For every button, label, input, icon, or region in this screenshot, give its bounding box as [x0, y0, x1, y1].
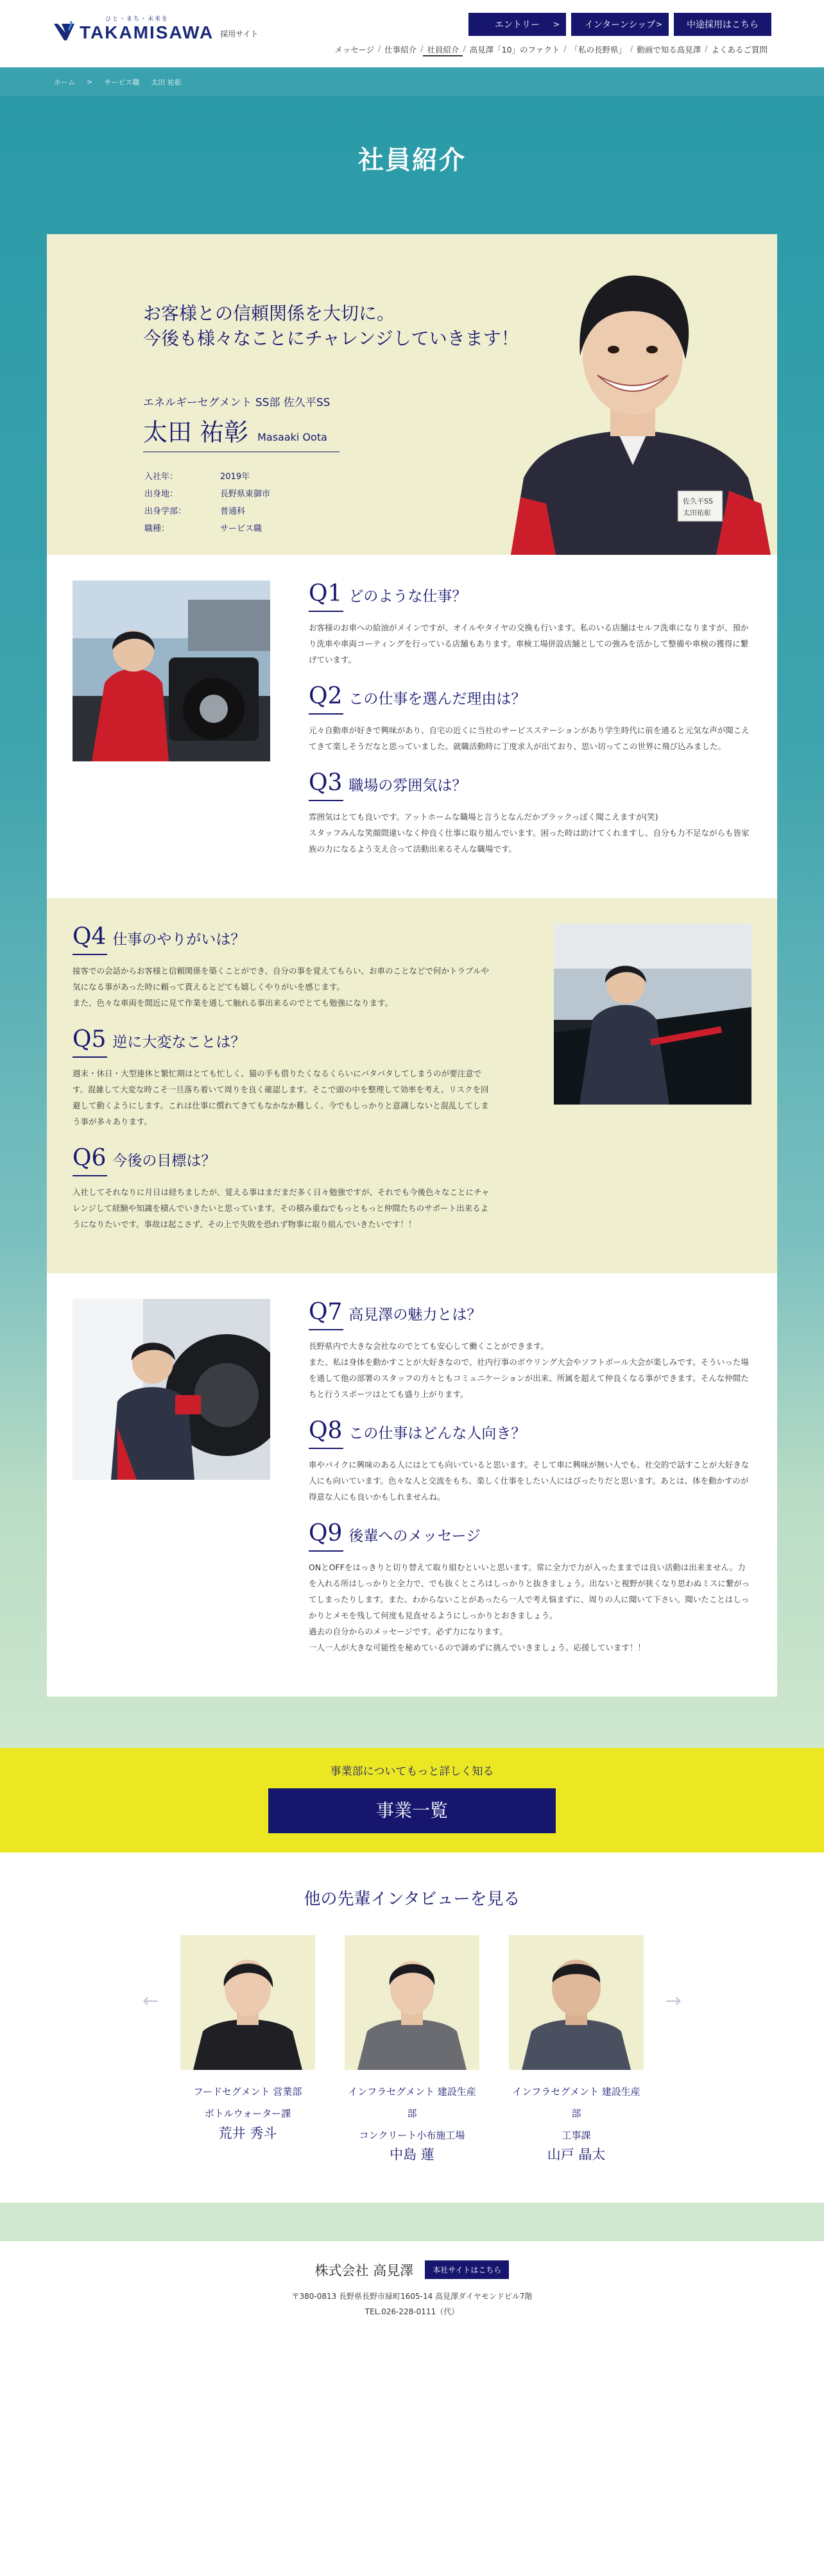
footer-tel: TEL.026-228-0111（代）	[365, 2307, 459, 2316]
answer-text: 元々自動車が好きで興味があり、自宅の近くに当社のサービスステーションがあり学生時代に前を通ると元気な声が聞こえてきて楽しそうだなと思っていました。就職活動時に丁度求人が出ており、思い切ってこの世界に飛び込みました。	[309, 725, 750, 751]
card-section: コンクリート小布施工場	[359, 2129, 465, 2141]
breadcrumb: ホーム > サービス職 太田 祐彰	[0, 67, 824, 96]
question-title: どのような仕事？	[348, 588, 467, 605]
card-photo	[345, 1935, 479, 2070]
logo-mark-icon	[53, 21, 76, 42]
qa-item	[309, 1520, 751, 1656]
footer-band	[0, 2203, 824, 2241]
question-number: Q9	[309, 1520, 343, 1546]
question-number: Q3	[309, 770, 343, 796]
breadcrumb-home[interactable]: ホーム	[54, 78, 75, 87]
qa-item	[73, 924, 492, 1011]
logo-tagline: ひと・まち・未来を	[105, 16, 169, 22]
site-header	[0, 0, 824, 67]
card-name: 山戸 晶太	[547, 2147, 606, 2163]
logo-name: TAKAMISAWA	[80, 22, 214, 42]
profile-row: 出身地： 長野県東御市	[144, 489, 271, 499]
qa-item	[309, 1418, 751, 1505]
nav-item-nagano[interactable]: 「私の長野県」	[570, 45, 627, 55]
work-photo-2	[554, 924, 751, 1105]
interview-panel	[47, 234, 777, 1697]
interview-card[interactable]	[509, 1935, 644, 2164]
interview-card[interactable]	[345, 1935, 479, 2164]
card-name: 中島 蓮	[390, 2147, 434, 2163]
site-logo[interactable]	[53, 14, 258, 42]
logo-sub: 採用サイト	[220, 30, 259, 38]
footer-address: 〒380-0813 長野県長野市緑町1605-14 高見澤ダイヤモンドビル7階	[291, 2291, 533, 2301]
question-number: Q1	[309, 580, 343, 607]
qa-item	[309, 1299, 751, 1402]
profile-row: 入社年： 2019年	[144, 472, 250, 482]
nav-item-jobs[interactable]: 仕事紹介	[384, 45, 417, 55]
answer-text: 雰囲気はとても良いです。アットホームな職場と言うとなんだかブラックっぽく聞こえますが(笑) スタッフみんな笑顔間違いなく仲良く仕事に取り組んでいます。困った時は助けてくれますし、自分も力不足ながらも皆家族の力になるよう支え合って活動出来るそんな職場です。	[309, 812, 750, 854]
question-title: 今後の目標は？	[112, 1153, 216, 1169]
answer-text: 長野県内で大きな会社なのでとても安心して働くことができます。 また、私は身体を動かすことが大好きなので、社内行事のボウリング大会やソフトボール大会が楽しみです。そういった場を通して他の部署のスタッフの方々ともコミュニケーションが出来、所属を超えて仲良くなる事ができます。そんな仲間たちと行うスポーツはとても盛り上がります。	[309, 1341, 749, 1399]
question-number: Q2	[309, 683, 343, 709]
profile-section	[47, 234, 777, 555]
breadcrumb-category[interactable]: サービス職	[104, 78, 140, 87]
profile-name: 太田 祐彰 Masaaki Oota	[143, 412, 339, 452]
chevron-right-icon: >	[553, 20, 560, 29]
interview-card[interactable]	[180, 1935, 315, 2142]
name-badge-text: 佐久平SS	[683, 497, 713, 505]
question-title: この仕事を選んだ理由は？	[348, 691, 526, 708]
internship-button[interactable]: インターンシップ >	[571, 13, 669, 36]
entry-button[interactable]: エントリー >	[468, 13, 566, 36]
card-photo	[509, 1935, 644, 2070]
question-title: 高見澤の魅力とは？	[348, 1307, 482, 1323]
answer-text: お客様のお車への給油がメインですが、オイルやタイヤの交換も行います。私のいる店舗はセルフ洗車になりますが、預かり洗車や車両コーティングを行っている店舗もあります。車検工場併設店舗としての強みを活かして整備や車検の獲得に繋げています。	[309, 623, 749, 665]
question-title: 逆に大変なことは？	[112, 1034, 246, 1051]
card-name: 荒井 秀斗	[218, 2125, 277, 2141]
qa-section-2	[47, 898, 777, 1273]
profile-table	[143, 466, 271, 537]
question-number: Q7	[309, 1299, 343, 1325]
profile-row: 職種： サービス職	[144, 524, 262, 534]
chevron-right-icon: >	[655, 20, 662, 29]
profile-dept: エネルギーセグメント SS部 佐久平SS	[143, 396, 330, 409]
section-title: 他の先輩インタビューを見る	[304, 1890, 520, 1909]
qa-item	[73, 1026, 492, 1130]
page-title: 社員紹介	[358, 146, 466, 175]
global-nav: メッセージ / 仕事紹介 / 社員紹介 / 高見澤「10」のファクト / 「私の長野県」 / 動画で知る高見澤 / よくあるご質問	[330, 44, 771, 56]
nav-item-staff[interactable]: 社員紹介	[423, 44, 463, 56]
question-number: Q6	[73, 1145, 107, 1171]
qa-item	[309, 770, 751, 857]
footer-company: 株式会社 高見澤	[314, 2262, 414, 2278]
interview-carousel	[0, 1935, 824, 2164]
question-number: Q4	[73, 924, 107, 950]
question-number: Q5	[73, 1026, 107, 1053]
profile-headline: お客様との信頼関係を大切に。 今後も様々なことにチャレンジしていきます！	[143, 303, 519, 350]
portrait-photo	[485, 247, 777, 555]
other-interviews	[0, 1852, 824, 2203]
profile-name-en: Masaaki Oota	[257, 431, 327, 443]
nav-item-facts[interactable]: 高見澤「10」のファクト	[469, 45, 560, 55]
carousel-next-icon[interactable]: →	[665, 1990, 682, 2012]
answer-text: 接客での会話からお客様と信頼関係を築くことができ、自分の事を覚えてもらい、お車のことなどで何かトラブルや気になる事があった時に頼って貰えるとどても嬉しくやりがいを感じます。 また、色々な車両を間近に見て作業を通して触れる事出来るのでとても勉強になります。	[73, 966, 490, 1008]
answer-text: ONとOFFをはっきりと切り替えて取り組むといいと思います。常に全力で力が入ったままでは良い活動は出来ません。力を入れる所はしっかりと全力で、でも抜くところはしっかりと抜きましょう。出ないと視野が狭くなり思わぬミスに繋がってしまったりします。また、わからないことがあったら一人で考え悩まずに、周りの人に聞いて下さい。聞いたことはしっかりとメモを残して何度も見直せるようにしっかりとおきましょう。 過去の自分からのメッセージです。必ず力になります。 一人一人が大きな可能性を秘めているので諦めずに挑んでいきましょう。応援しています！！	[309, 1563, 750, 1652]
corporate-site-button[interactable]: 本社サイトはこちら	[425, 2260, 509, 2279]
nav-item-message[interactable]: メッセージ	[334, 45, 374, 55]
answer-text: 入社してそれなりに月日は経ちましたが、覚える事はまだまだ多く日々勉強ですが、それでも今後色々なことにチャレンジして経験や知識を積んでいきたいと思っています。その積み重ねでもっともっと仲間たちのサポート出来るようになりたいです。事故は起こさず、その上で失敗を恐れず物事に取り組んでいきたいです！！	[73, 1187, 490, 1229]
nav-item-faq[interactable]: よくあるご質問	[711, 45, 768, 55]
card-photo	[180, 1935, 315, 2070]
qa-item	[73, 1145, 492, 1232]
card-section: 工事課	[562, 2129, 591, 2141]
question-title: 後輩へのメッセージ	[348, 1528, 481, 1545]
carousel-prev-icon[interactable]: ←	[142, 1990, 159, 2012]
profile-row: 出身学部： 普通科	[144, 507, 246, 516]
nav-item-video[interactable]: 動画で知る高見澤	[637, 45, 701, 55]
qa-section-1	[47, 555, 777, 898]
qa-item	[309, 683, 751, 754]
cta-note: 事業部についてもっと詳しく知る	[330, 1765, 494, 1778]
work-photo-1	[73, 580, 270, 761]
question-title: 仕事のやりがいは？	[112, 931, 246, 948]
answer-text: 車やバイクに興味のある人にはとても向いていると思います。そして車に興味が無い人でも、社交的で話すことが大好きな人にも向いています。色々な人と交流をもち、楽しく仕事をしたい人にはぴったりだと思います。あとは、体を動かすのが得意な人にも良いかもしれませんね。	[309, 1460, 750, 1502]
site-footer	[0, 2241, 824, 2576]
hero-section	[0, 67, 824, 1748]
answer-text: 週末・休日・大型連休と繁忙期はとても忙しく、猫の手も借りたくなるくらいにバタバタしてしまうのが要注意です。混雑して大変な時こそ一旦落ち着いて周りを良く確認します。そこで頭の中を整理して効率を考え、リスクを回避して動くようにします。これは仕事に慣れてきてもなかなか難しく、今でもしっかりと意識しないと混乱してしまう事が多々あります。	[73, 1069, 489, 1126]
midcareer-button[interactable]: 中途採用はこちら	[674, 13, 771, 36]
question-number: Q8	[309, 1418, 343, 1444]
card-section: ボトルウォーター課	[204, 2107, 291, 2119]
name-badge-name: 太田祐彰	[683, 509, 711, 517]
business-cta	[0, 1748, 824, 1852]
qa-section-3	[47, 1273, 777, 1697]
header-buttons	[468, 13, 771, 36]
card-dept: インフラセグメント 建設生産部	[348, 2086, 476, 2119]
business-list-button[interactable]: 事業一覧	[268, 1788, 556, 1833]
card-dept: フードセグメント 営業部	[193, 2086, 302, 2097]
card-dept: インフラセグメント 建設生産部	[512, 2086, 640, 2119]
question-title: 職場の雰囲気は？	[348, 777, 467, 794]
qa-item	[309, 580, 751, 668]
work-photo-3	[73, 1299, 270, 1480]
question-title: この仕事はどんな人向き？	[348, 1425, 526, 1442]
breadcrumb-current: 太田 祐彰	[151, 78, 182, 87]
